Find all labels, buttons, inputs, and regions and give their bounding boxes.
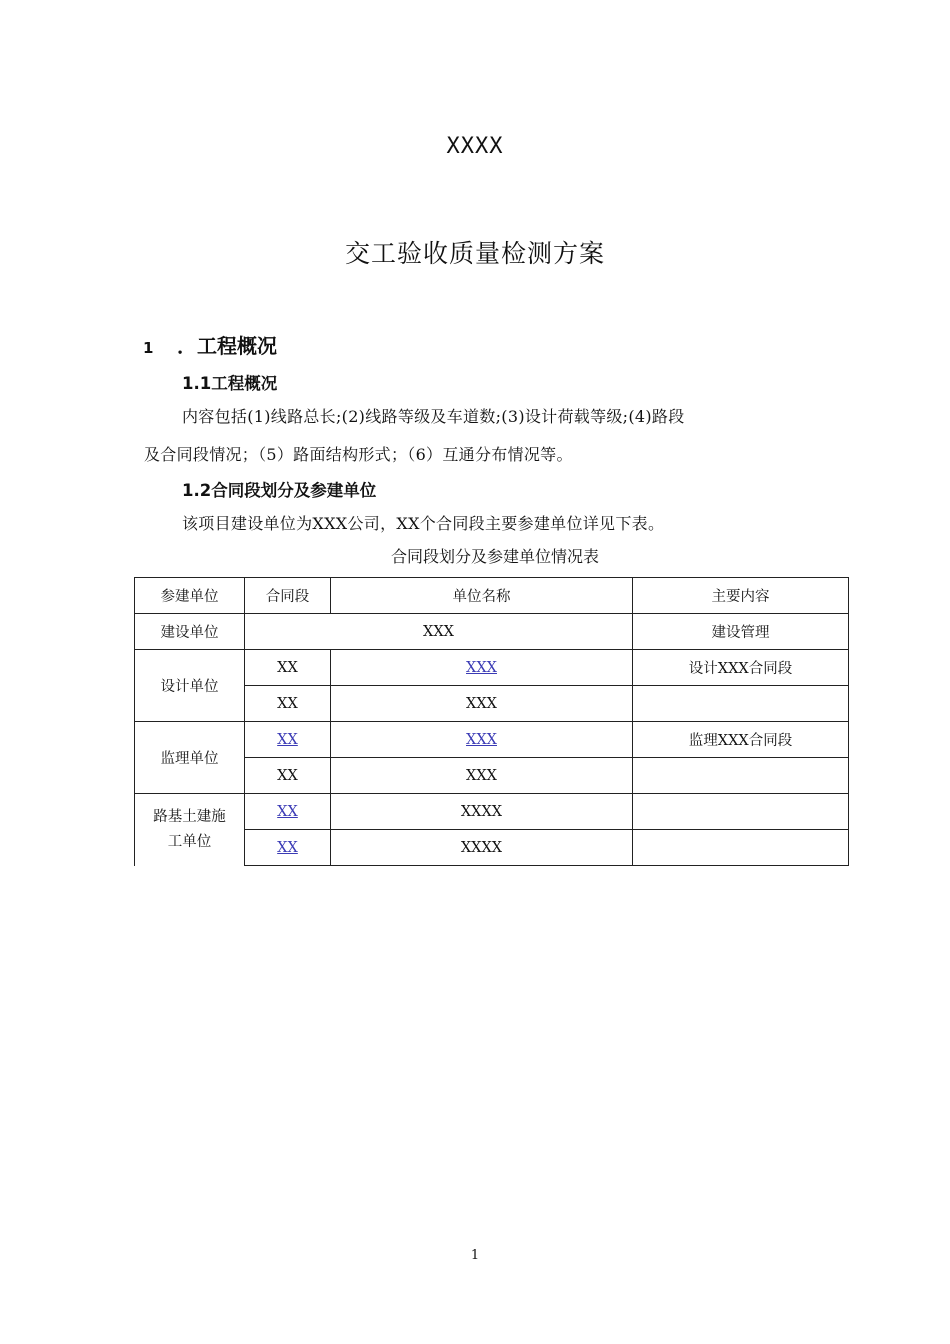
header-cell: 参建单位 [135,578,245,614]
unit-name-cell: XXXX [331,830,633,866]
table-row [135,794,849,830]
document-title: XXXX [446,134,504,159]
unit-name-cell: XXX [245,614,633,650]
unit-type-line-1: 路基土建施 [153,808,226,825]
section-link[interactable]: XX [277,731,298,748]
unit-name-cell: XXXX [331,794,633,830]
unit-name-cell: XXX [331,686,633,722]
section-cell: XX [245,758,331,794]
page-number: 1 [470,1248,480,1263]
subsection-1-2-paragraph: 该项目建设单位为XXX公司，XX个合同段主要参建单位详见下表。 [182,514,665,533]
unit-type-cell [135,794,245,866]
unit-name-cell [331,722,633,758]
subsection-1-1-paragraph-line-1: 内容包括(1)线路总长;(2)线路等级及车道数;(3)设计荷载等级;(4)路段 [182,407,685,426]
section-link[interactable]: XX [277,803,298,820]
table-header-row [135,578,849,614]
section-link[interactable]: XX [277,839,298,856]
content-cell [633,686,849,722]
subsection-1-1-heading: 1.1工程概况 [182,374,278,393]
table-row [135,650,849,686]
table-caption: 合同段划分及参建单位情况表 [390,547,599,566]
unit-type-line-2: 工单位 [167,833,212,850]
unit-name-link[interactable]: XXX [466,659,497,676]
section-1-title: ．工程概况 [177,334,277,358]
content-cell: 设计XXX合同段 [633,650,849,686]
content-cell: 建设管理 [633,614,849,650]
participating-units-table [134,577,849,866]
section-cell [245,794,331,830]
section-cell [245,722,331,758]
subsection-1-1-paragraph-line-2: 及合同段情况；（5）路面结构形式；（6）互通分布情况等。 [144,445,573,464]
content-cell [633,830,849,866]
table-row [135,722,849,758]
section-1-heading [143,330,277,359]
section-cell: XX [245,650,331,686]
section-cell: XX [245,686,331,722]
content-cell [633,758,849,794]
content-cell: 监理XXX合同段 [633,722,849,758]
unit-name-cell [331,650,633,686]
unit-name-cell: XXX [331,758,633,794]
unit-name-link[interactable]: XXX [466,731,497,748]
content-cell [633,794,849,830]
header-cell: 单位名称 [331,578,633,614]
subsection-1-2-heading: 1.2合同段划分及参建单位 [182,481,377,500]
unit-type-cell: 监理单位 [135,722,245,794]
unit-type-cell: 设计单位 [135,650,245,722]
unit-type-cell: 建设单位 [135,614,245,650]
section-1-number: 1 [143,339,154,357]
table-row [135,614,849,650]
document-subtitle: 交工验收质量检测方案 [344,239,605,268]
header-cell: 合同段 [245,578,331,614]
header-cell: 主要内容 [633,578,849,614]
section-cell [245,830,331,866]
